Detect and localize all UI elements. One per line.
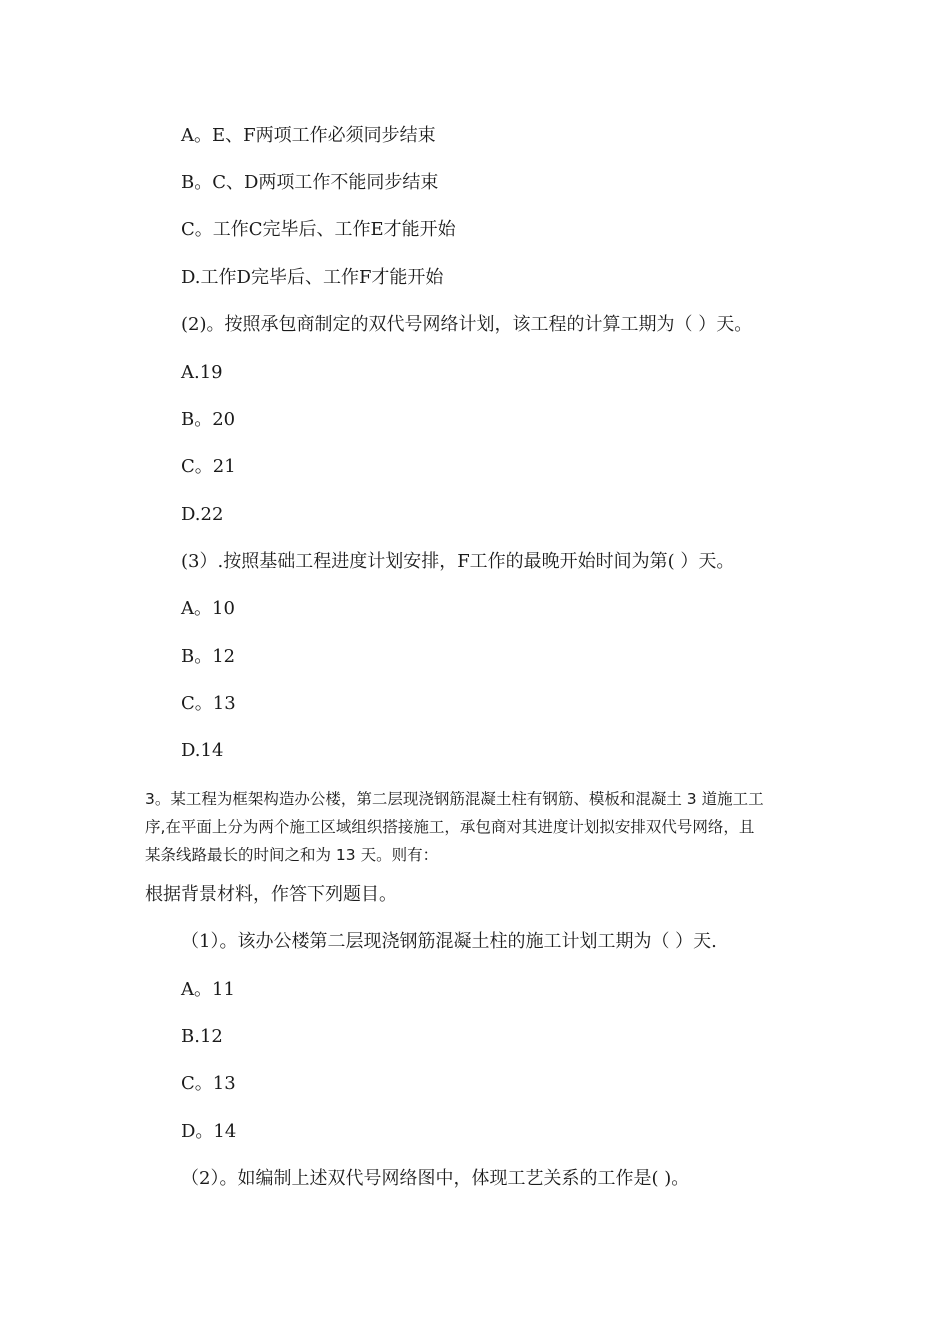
q2-option-a: A.19	[181, 362, 223, 383]
section3-question-2: （2）。如编制上述双代号网络图中，体现工艺关系的工作是( )。	[181, 1168, 690, 1189]
q2-option-b: B。20	[181, 409, 236, 430]
q2-option-d: D.22	[181, 504, 224, 525]
section3-stem-line-1: 3。某工程为框架构造办公楼，第二层现浇钢筋混凝土柱有钢筋、模板和混凝土 3 道施工工	[145, 790, 764, 808]
question-2: (2)。按照承包商制定的双代号网络计划，该工程的计算工期为（ ）天。	[181, 314, 753, 335]
section3-question-1: （1）。该办公楼第二层现浇钢筋混凝土柱的施工计划工期为（ ）天.	[181, 931, 717, 952]
section3-instruction: 根据背景材料，作答下列题目。	[145, 884, 397, 905]
q3-option-a: A。10	[181, 598, 235, 619]
option-c: C。工作C完毕后、工作E才能开始	[181, 219, 456, 240]
option-b: B。C、D两项工作不能同步结束	[181, 172, 439, 193]
q3-option-c: C。13	[181, 693, 236, 714]
question-3: (3）.按照基础工程进度计划安排，F工作的最晚开始时间为第( ）天。	[181, 551, 735, 572]
section3-stem-line-3: 某条线路最长的时间之和为 13 天。则有：	[145, 846, 439, 864]
q3-option-b: B。12	[181, 646, 236, 667]
q3-option-d: D.14	[181, 740, 224, 761]
q2-option-c: C。21	[181, 456, 236, 477]
section3-stem-line-2: 序,在平面上分为两个施工区域组织搭接施工，承包商对其进度计划拟安排双代号网络，且	[145, 818, 755, 836]
s3q1-option-c: C。13	[181, 1073, 236, 1094]
s3q1-option-d: D。14	[181, 1121, 237, 1142]
s3q1-option-a: A。11	[181, 979, 235, 1000]
option-d: D.工作D完毕后、工作F才能开始	[181, 267, 444, 288]
s3q1-option-b: B.12	[181, 1026, 223, 1047]
option-a: A。E、F两项工作必须同步结束	[181, 125, 436, 146]
